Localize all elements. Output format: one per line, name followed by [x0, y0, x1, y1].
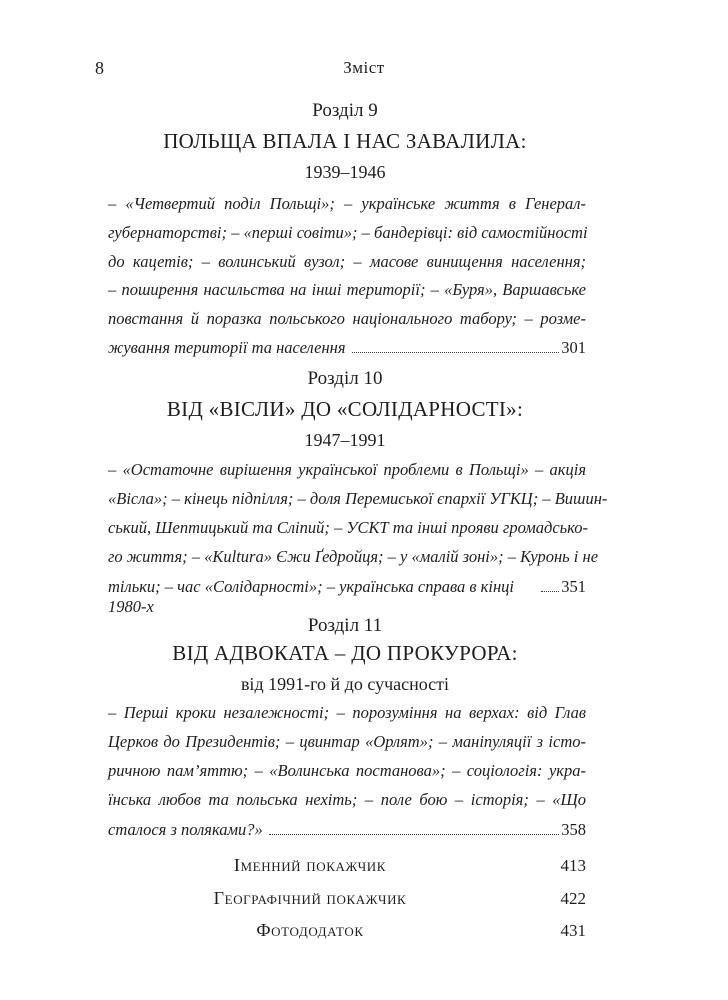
chapter-9-summary-line: – поширення насильства на інші території; – «Буря», Варшавське — [108, 280, 586, 299]
chapter-9-label: Розділ 9 — [312, 100, 378, 121]
chapter-11-summary-line: ричною пам’яттю; – «Волинська постанова»; – соціологія: укра- — [108, 761, 586, 780]
page-ref: 351 — [561, 577, 586, 596]
running-title: Зміст — [343, 58, 385, 77]
chapter-10-summary-line: – «Остаточне вирішення української проблеми в Польщі» – акція — [108, 460, 586, 479]
chapter-11-summary-line: – Перші кроки незалежності; – порозуміння на верхах: від Глав — [108, 703, 586, 722]
chapter-9-years: 1939–1946 — [304, 162, 386, 182]
chapter-9-toc-entry[interactable] — [108, 338, 586, 358]
toc-index-names-page: 413 — [560, 856, 586, 875]
chapter-11-summary-line: Церков до Президентів; – цвинтар «Орлят»; – маніпуляції з істо- — [108, 732, 586, 751]
chapter-10-title: ВІД «ВІСЛИ» ДО «СОЛІДАРНОСТІ»: — [166, 397, 524, 421]
chapter-11-label: Розділ 11 — [307, 615, 383, 636]
page-ref: 358 — [561, 820, 586, 839]
toc-index-geography-page: 422 — [560, 889, 586, 908]
dot-leader — [269, 834, 559, 835]
chapter-10-label: Розділ 10 — [307, 368, 383, 389]
dot-leader — [352, 352, 560, 353]
toc-index-geography[interactable]: Географічний покажчик — [213, 888, 407, 908]
chapter-11-subtitle: від 1991-го й до сучасності — [240, 674, 450, 694]
toc-photo-appendix[interactable]: Фотододаток — [256, 920, 364, 940]
page-ref: 301 — [561, 338, 586, 357]
chapter-10-summary-line: го життя; – «Kultura» Єжи Ґедройця; – у «малій зоні»; – Куронь і не — [108, 547, 599, 566]
chapter-9-summary-line: губернаторстві; – «перші совіти»; – бандерівці: від самостійності — [108, 223, 588, 242]
chapter-10-toc-entry[interactable] — [108, 577, 586, 617]
chapter-10-years: 1947–1991 — [304, 430, 386, 450]
toc-index-names[interactable]: Іменний покажчик — [233, 855, 387, 875]
chapter-11-toc-entry[interactable] — [108, 820, 586, 840]
chapter-9-summary-line: повстання й поразка польського національного табору; – розме- — [108, 309, 586, 328]
summary-last-line: жування території та населення — [108, 338, 346, 357]
chapter-10-summary-line: «Вісла»; – кінець підпілля; – доля Перемиської єпархії УГКЦ; – Вишин- — [108, 489, 608, 508]
dot-leader — [541, 591, 559, 592]
summary-last-line: сталося з поляками?» — [108, 820, 263, 839]
page-number: 8 — [95, 58, 104, 78]
chapter-11-summary-line: їнська любов та польська нехіть; – поле бою – історія; – «Що — [108, 790, 586, 809]
chapter-11-title: ВІД АДВОКАТА – ДО ПРОКУРОРА: — [172, 641, 518, 665]
summary-last-line: тільки; – час «Солідарності»; – українська справа в кінці 1980-х — [108, 577, 515, 616]
toc-photo-appendix-page: 431 — [560, 921, 586, 940]
chapter-9-title: ПОЛЬЩА ВПАЛА І НАС ЗАВАЛИЛА: — [163, 129, 527, 153]
chapter-9-summary-line: до кацетів; – волинський вузол; – масове винищення населення; — [108, 252, 586, 271]
chapter-9-summary-line: – «Четвертий поділ Польщі»; – українське життя в Генерал- — [108, 194, 586, 213]
chapter-10-summary-line: ський, Шептицький та Сліпий; – УСКТ та інші прояви громадсько- — [108, 518, 589, 537]
